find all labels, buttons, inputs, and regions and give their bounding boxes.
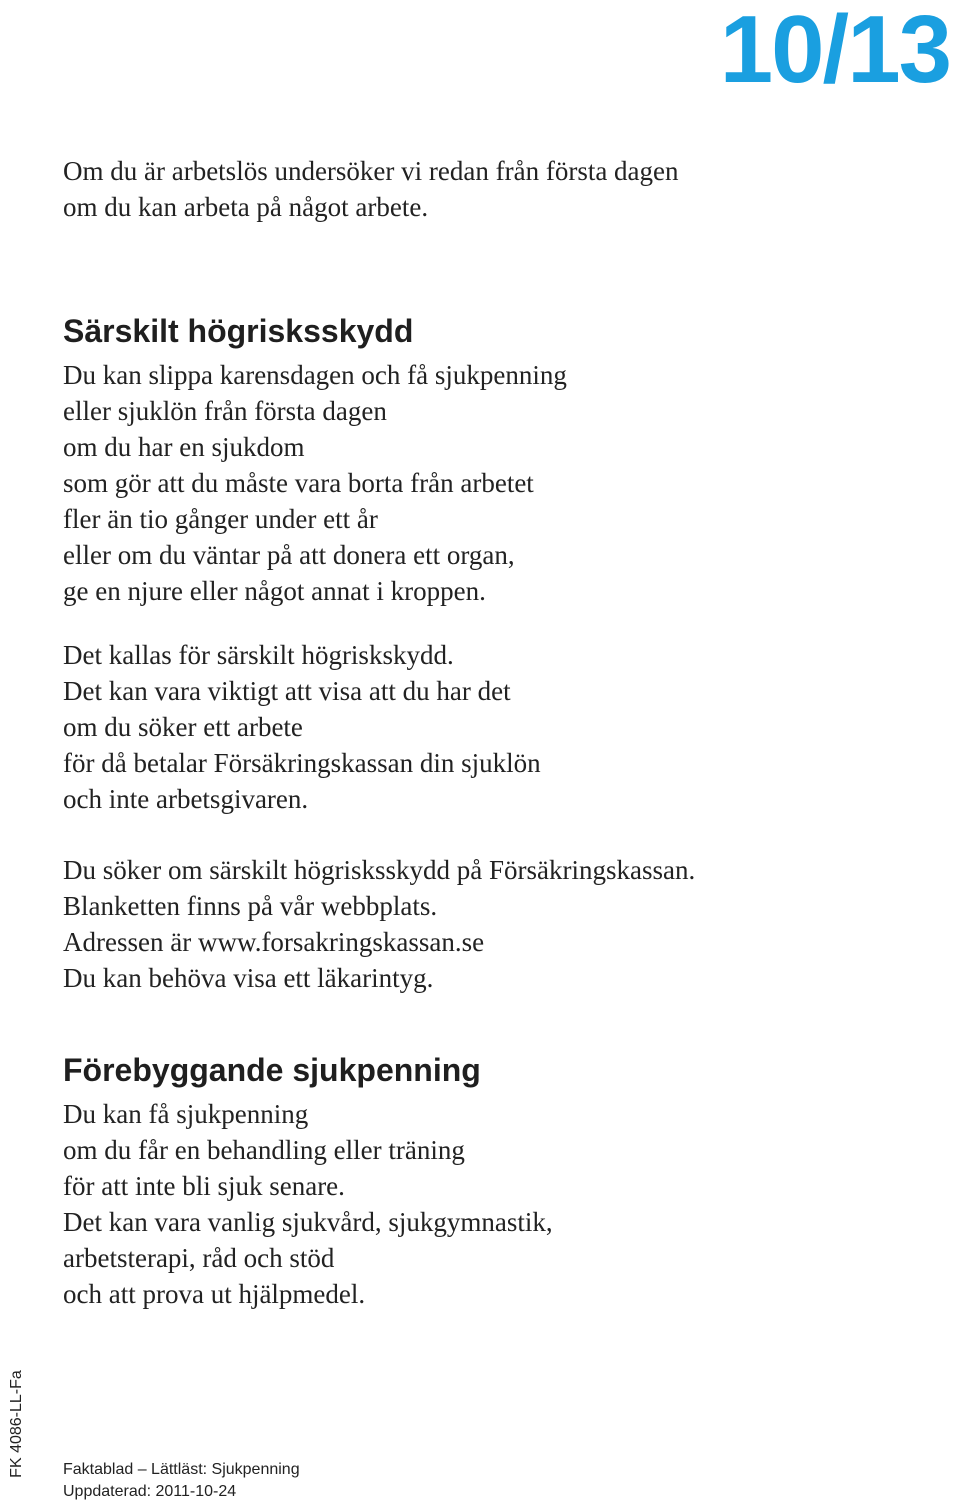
text-line: om du får en behandling eller träning xyxy=(63,1135,465,1165)
text-line: Blanketten finns på vår webbplats. xyxy=(63,891,438,921)
footer xyxy=(63,1459,300,1503)
hogriskskydd-paragraph-2 xyxy=(63,637,943,817)
text-line: Om du är arbetslös undersöker vi redan från första dagen xyxy=(63,156,679,186)
text-line: Det kallas för särskilt högriskskydd. xyxy=(63,640,454,670)
text-line: Det kan vara vanlig sjukvård, sjukgymnastik, xyxy=(63,1207,553,1237)
text-line: om du kan arbeta på något arbete. xyxy=(63,192,429,222)
hogriskskydd-paragraph-1 xyxy=(63,357,943,609)
hogriskskydd-paragraph-3 xyxy=(63,852,943,996)
page-number: 10/13 xyxy=(719,0,950,103)
text-line: och att prova ut hjälpmedel. xyxy=(63,1279,366,1309)
text-line: som gör att du måste vara borta från arbetet xyxy=(63,468,534,498)
document-body xyxy=(63,153,943,1312)
footer-updated-date: Uppdaterad: 2011-10-24 xyxy=(63,1483,237,1500)
text-line: eller om du väntar på att donera ett organ, xyxy=(63,540,515,570)
text-line: arbetsterapi, råd och stöd xyxy=(63,1243,335,1273)
text-line: Du kan behöva visa ett läkarintyg. xyxy=(63,963,434,993)
text-line: för att inte bli sjuk senare. xyxy=(63,1171,345,1201)
forebyggande-paragraph xyxy=(63,1096,943,1312)
text-line: fler än tio gånger under ett år xyxy=(63,504,378,534)
form-code: FK 4086-LL-Fa xyxy=(8,1370,25,1478)
text-line: om du söker ett arbete xyxy=(63,712,303,742)
text-line: och inte arbetsgivaren. xyxy=(63,784,309,814)
text-line: Adressen är www.forsakringskassan.se xyxy=(63,927,485,957)
text-line: om du har en sjukdom xyxy=(63,432,305,462)
text-line: Det kan vara viktigt att visa att du har det xyxy=(63,676,511,706)
footer-title: Faktablad – Lättläst: Sjukpenning xyxy=(63,1461,300,1478)
text-line: för då betalar Försäkringskassan din sjuklön xyxy=(63,748,541,778)
text-line: Du kan få sjukpenning xyxy=(63,1099,309,1129)
text-line: Du söker om särskilt högrisksskydd på Försäkringskassan. xyxy=(63,855,696,885)
text-line: eller sjuklön från första dagen xyxy=(63,396,387,426)
section-heading-forebyggande: Förebyggande sjukpenning xyxy=(63,1052,481,1088)
section-heading-hogriskskydd: Särskilt högrisksskydd xyxy=(63,313,414,349)
text-line: ge en njure eller något annat i kroppen. xyxy=(63,576,486,606)
intro-paragraph xyxy=(63,153,943,225)
text-line: Du kan slippa karensdagen och få sjukpenning xyxy=(63,360,567,390)
